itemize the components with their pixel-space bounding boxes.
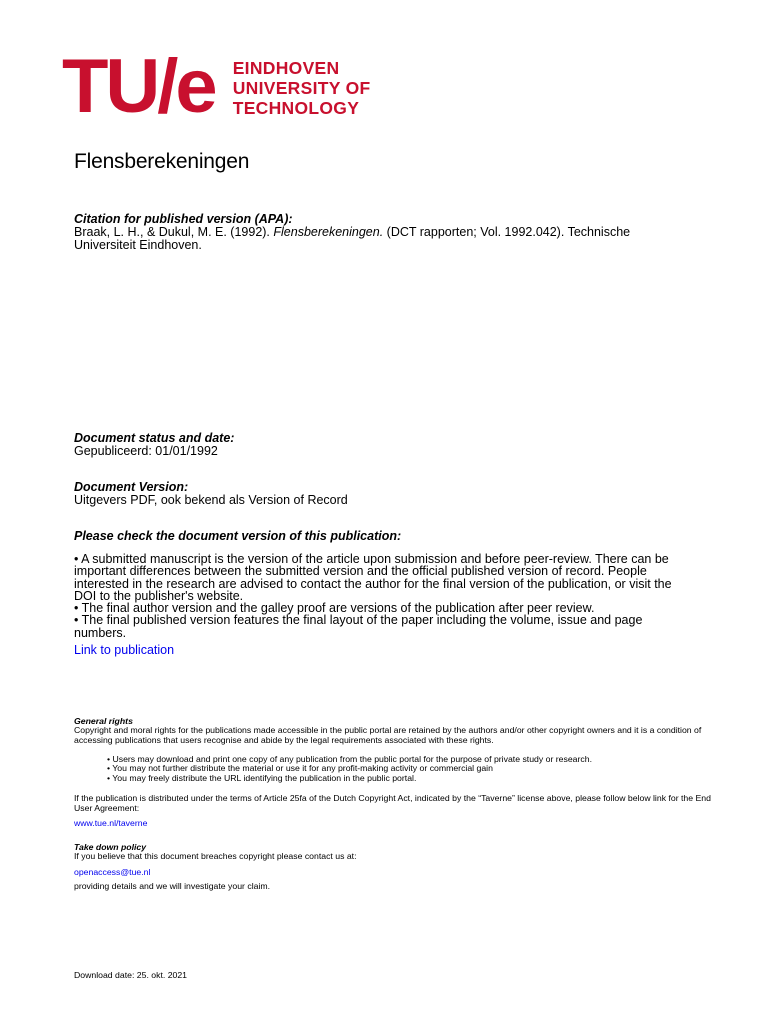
status-heading: Document status and date: xyxy=(74,431,235,445)
general-rights-item-3: • You may freely distribute the URL identifying the publication in the public portal. xyxy=(107,772,417,783)
check-bullets xyxy=(74,553,694,639)
document-title: Flensberekeningen xyxy=(74,150,250,173)
status-section xyxy=(74,431,694,458)
taverne-link[interactable]: www.tue.nl/taverne xyxy=(74,818,148,828)
takedown-text: If you believe that this document breaches copyright please contact us at: xyxy=(74,851,357,861)
version-value: Uitgevers PDF, ook bekend als Version of Record xyxy=(74,493,348,507)
download-date: Download date: 25. okt. 2021 xyxy=(74,970,188,980)
logo-line-3: TECHNOLOGY xyxy=(232,98,360,118)
general-rights-heading: General rights xyxy=(74,716,133,726)
status-value: Gepubliceerd: 01/01/1992 xyxy=(74,444,218,458)
general-rights-list xyxy=(107,755,707,783)
general-rights-item-2: • You may not further distribute the material or use it for any profit-making activity or commercial gain xyxy=(107,763,493,774)
check-heading-wrap xyxy=(74,529,694,543)
citation-text xyxy=(74,226,694,251)
check-bullet-2: • The final author version and the galley proof are versions of the publication after peer review. xyxy=(74,601,595,616)
check-bullet-3: • The final published version features the final layout of the paper including the volume, issue and page numbers. xyxy=(74,613,643,640)
logo-line-2: UNIVERSITY OF xyxy=(232,78,371,98)
general-rights-item-1: • Users may download and print one copy of any publication from the public portal for the purpose of private study or research. xyxy=(107,754,592,764)
version-heading: Document Version: xyxy=(74,480,189,494)
takedown-providing: providing details and we will investigate your claim. xyxy=(74,881,271,891)
logo-mark: TU/e xyxy=(62,44,215,129)
citation-authors: Braak, L. H., & Dukul, M. E. (1992). xyxy=(74,225,270,239)
takedown-section xyxy=(74,842,724,862)
citation-section xyxy=(74,212,694,251)
logo-line-1: EINDHOVEN xyxy=(232,58,340,78)
citation-rest: (DCT rapporten; Vol. 1992.042). Technische Universiteit Eindhoven. xyxy=(74,225,631,252)
article-25fa-text: If the publication is distributed under the terms of Article 25fa of the Dutch Copyright Act, indicated by the “Taverne” license above, please follow below link for the End User Agreement: xyxy=(74,793,711,813)
openaccess-email-link[interactable]: openaccess@tue.nl xyxy=(74,867,151,877)
general-rights-section xyxy=(74,716,724,745)
general-rights-text: Copyright and moral rights for the publications made accessible in the public portal are retained by the authors and/or other copyright owners and it is a condition of accessing publications that users recognise and abide by the legal requirements associated with these rights. xyxy=(74,725,702,745)
citation-heading: Citation for published version (APA): xyxy=(74,212,293,226)
check-heading: Please check the document version of this publication: xyxy=(74,529,402,543)
tue-logo xyxy=(62,44,371,129)
version-section xyxy=(74,480,694,507)
check-bullet-1: • A submitted manuscript is the version of the article upon submission and before peer-review. There can be important differences between the submitted version and the official published version of record. People interested in the research are advised to contact the author for the final version of the publication, or visit the DOI to the publisher's website. xyxy=(74,552,672,603)
takedown-heading: Take down policy xyxy=(74,842,147,852)
link-to-publication[interactable]: Link to publication xyxy=(74,643,175,657)
logo-wordmark xyxy=(233,58,371,118)
citation-work: Flensberekeningen. xyxy=(273,225,384,239)
